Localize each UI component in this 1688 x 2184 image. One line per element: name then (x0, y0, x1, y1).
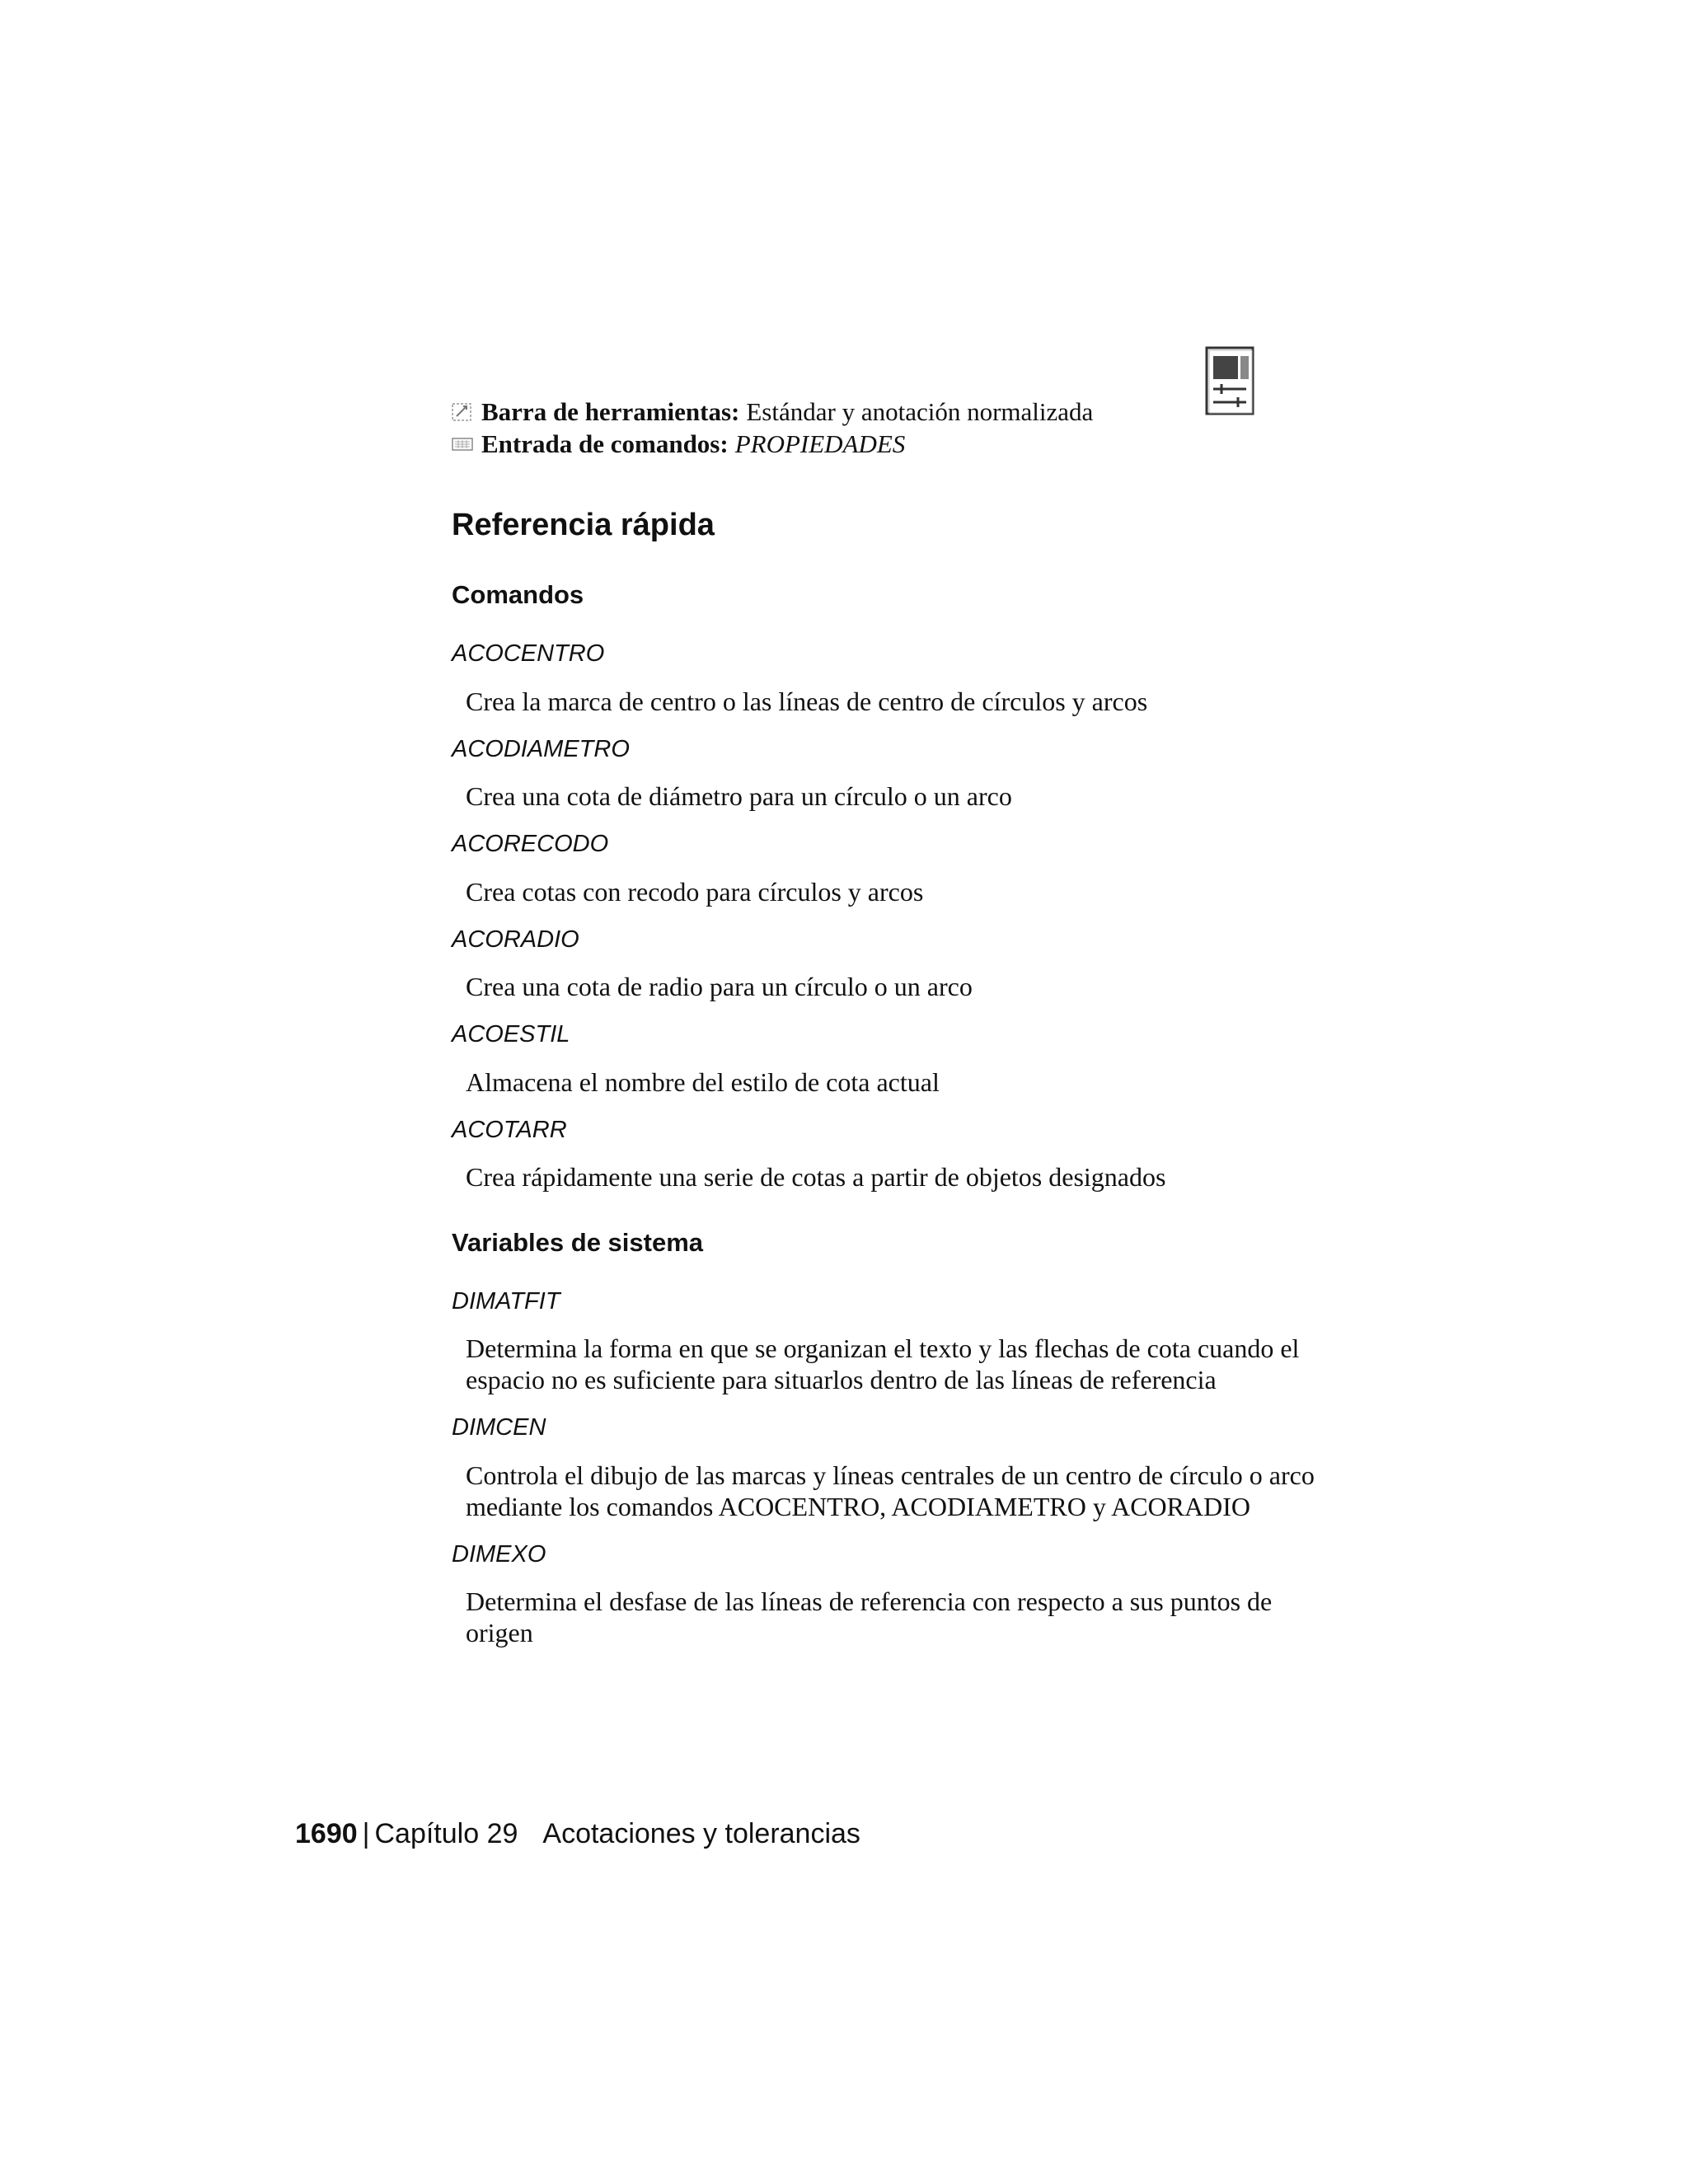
command-description: Crea una cota de diámetro para un círculo o un arco (466, 781, 1012, 811)
command-term: ACOTARR (452, 1117, 567, 1143)
footer-separator: | (362, 1818, 370, 1849)
command-description: Crea la marca de centro o las líneas de centro de círculos y arcos (466, 687, 1148, 716)
command-description: Crea rápidamente una serie de cotas a partir de objetos designados (466, 1162, 1166, 1192)
command-description: Crea cotas con recodo para círculos y arcos (466, 877, 924, 907)
sysvar-term: DIMATFIT (452, 1288, 560, 1315)
command-description: Almacena el nombre del estilo de cota actual (466, 1067, 940, 1097)
chapter-label: Capítulo 29 (374, 1818, 518, 1849)
sysvar-description: Controla el dibujo de las marcas y líneas centrales de un centro de círculo o arco mediante los comandos ACOCENTRO, ACODIAMETRO y ACORADIO (466, 1460, 1315, 1521)
page-footer (295, 1818, 860, 1850)
page-number: 1690 (295, 1818, 358, 1849)
toolbar-access-line (452, 396, 1093, 429)
toolbar-icon (452, 401, 473, 423)
keyboard-icon (452, 434, 473, 455)
chapter-title: Acotaciones y tolerancias (542, 1818, 860, 1849)
commands-heading: Comandos (452, 580, 584, 609)
command-term: ACOESTIL (452, 1021, 570, 1047)
command-value: PROPIEDADES (734, 429, 906, 458)
command-access-line (452, 428, 905, 461)
toolbar-label: Barra de herramientas: (481, 397, 740, 426)
sysvar-term: DIMCEN (452, 1414, 546, 1441)
sysvar-term: DIMEXO (452, 1541, 546, 1568)
sysvar-description: Determina la forma en que se organizan el texto y las flechas de cota cuando el espacio no es suficiente para situarlos dentro de las líneas de referencia (466, 1333, 1300, 1394)
sysvar-description: Determina el desfase de las líneas de referencia con respecto a sus puntos de origen (466, 1586, 1273, 1647)
sysvars-heading: Variables de sistema (452, 1228, 704, 1257)
command-term: ACODIAMETRO (452, 736, 630, 762)
command-term: ACOCENTRO (452, 640, 605, 667)
command-term: ACORECODO (452, 831, 609, 857)
command-description: Crea una cota de radio para un círculo o un arco (466, 972, 973, 1001)
toolbar-value: Estándar y anotación normalizada (746, 397, 1094, 426)
command-term: ACORADIO (452, 926, 579, 953)
command-label: Entrada de comandos: (481, 429, 729, 458)
properties-tool-icon[interactable] (1205, 346, 1256, 417)
section-title: Referencia rápida (452, 508, 715, 542)
